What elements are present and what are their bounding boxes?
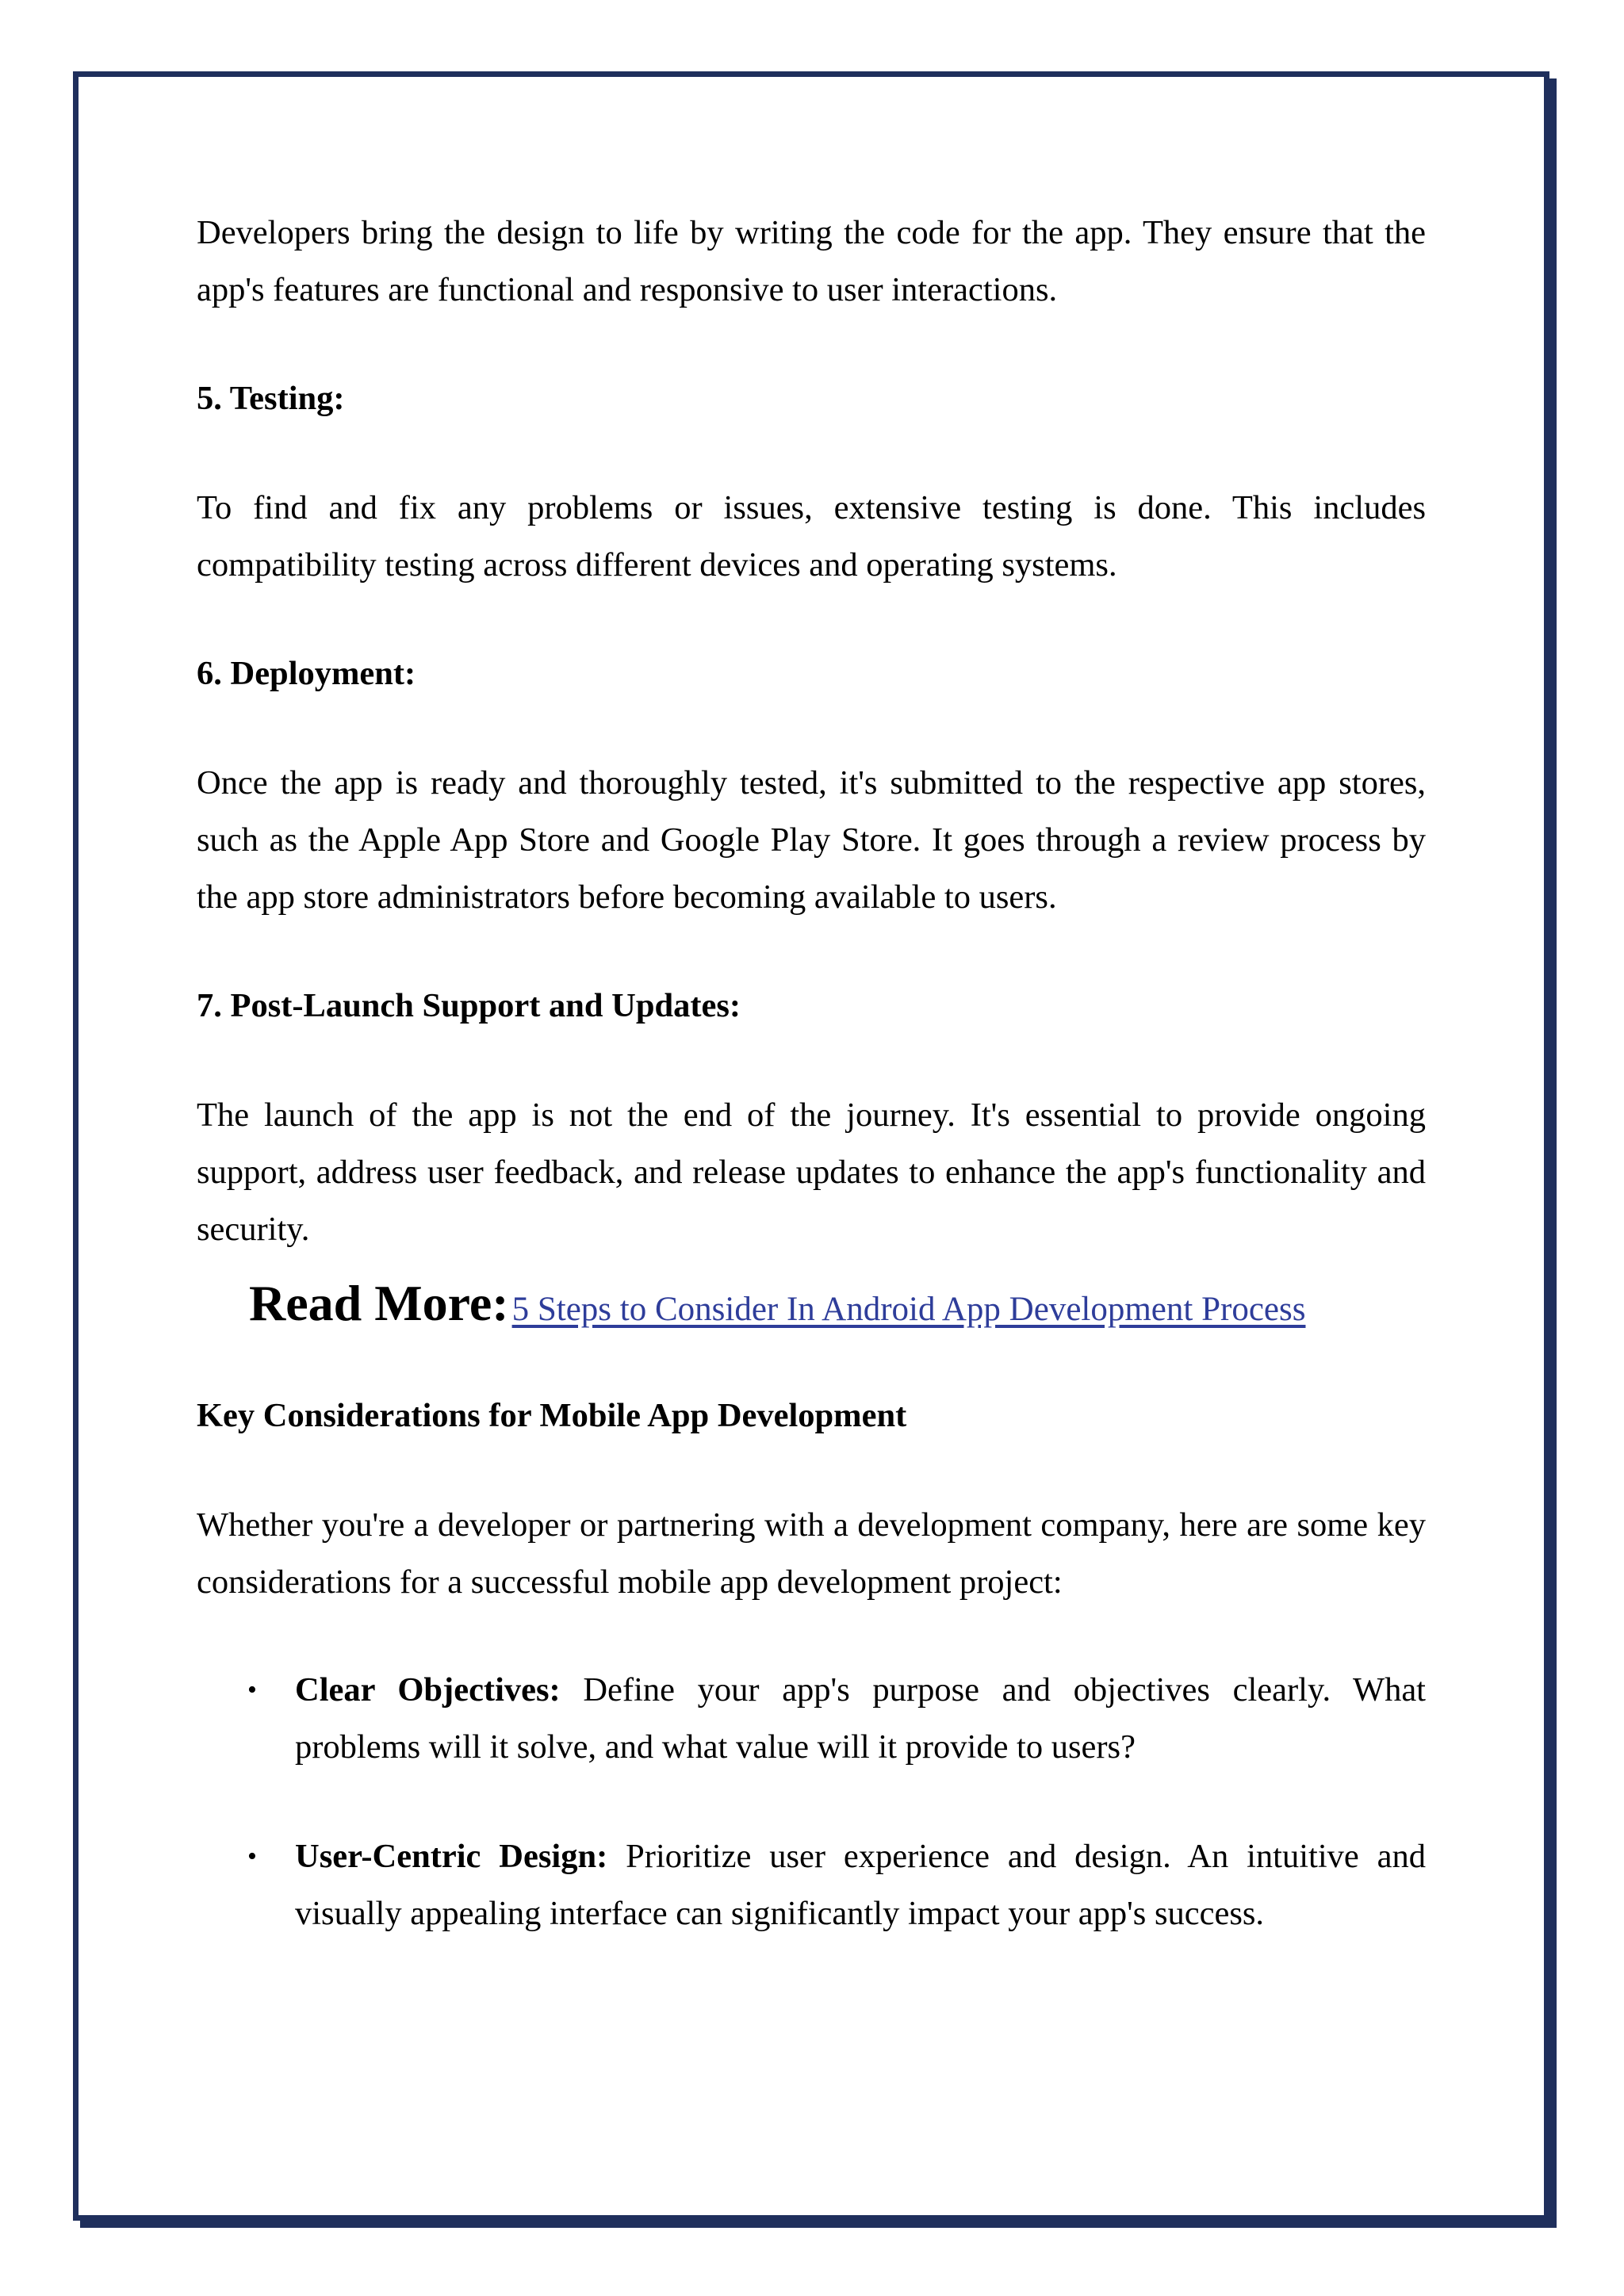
paragraph-developers: Developers bring the design to life by writing the code for the app. They ensure that the app's features are functional and responsive to user interactions. [197, 214, 1426, 308]
bullet-icon: • [247, 1675, 257, 1705]
heading-post-launch: 7. Post-Launch Support and Updates: [197, 987, 741, 1024]
paragraph-post-launch: The launch of the app is not the end of the journey. It's essential to provide ongoing support, address user feedback, and release updates to enhance the app's functionality and security. [197, 1096, 1426, 1248]
read-more-link[interactable]: 5 Steps to Consider In Android App Development Process [511, 1291, 1306, 1328]
paragraph-considerations-intro: Whether you're a developer or partnering with a development company, here are some key considerations for a successful mobile app development project: [197, 1506, 1426, 1601]
bullet-text: Define your app's purpose and objectives clearly. What problems will it solve, and what value will it provide to users? [295, 1671, 1426, 1766]
considerations-list [197, 1662, 1426, 1942]
document-content [197, 205, 1426, 1942]
read-more-label: Read More: [249, 1275, 509, 1331]
heading-testing: 5. Testing: [197, 380, 345, 417]
bullet-title: Clear Objectives: [295, 1671, 561, 1709]
bullet-icon: • [247, 1842, 257, 1871]
read-more-line [197, 1268, 1426, 1353]
bullet-text: Prioritize user experience and design. An intuitive and visually appealing interface can significantly impact your app's success. [295, 1838, 1427, 1932]
paragraph-deployment: Once the app is ready and thoroughly tested, it's submitted to the respective app stores, such as the Apple App Store and Google Play Store. It goes through a review process by the app store administrators before becoming available to users. [197, 764, 1426, 916]
paragraph-testing: To find and fix any problems or issues, extensive testing is done. This includes compatibility testing across different devices and operating systems. [197, 489, 1426, 584]
list-item [197, 1662, 1426, 1776]
bullet-title: User-Centric Design: [295, 1838, 608, 1875]
heading-key-considerations: Key Considerations for Mobile App Development [197, 1397, 907, 1434]
heading-deployment: 6. Deployment: [197, 655, 416, 692]
list-item [197, 1828, 1426, 1942]
